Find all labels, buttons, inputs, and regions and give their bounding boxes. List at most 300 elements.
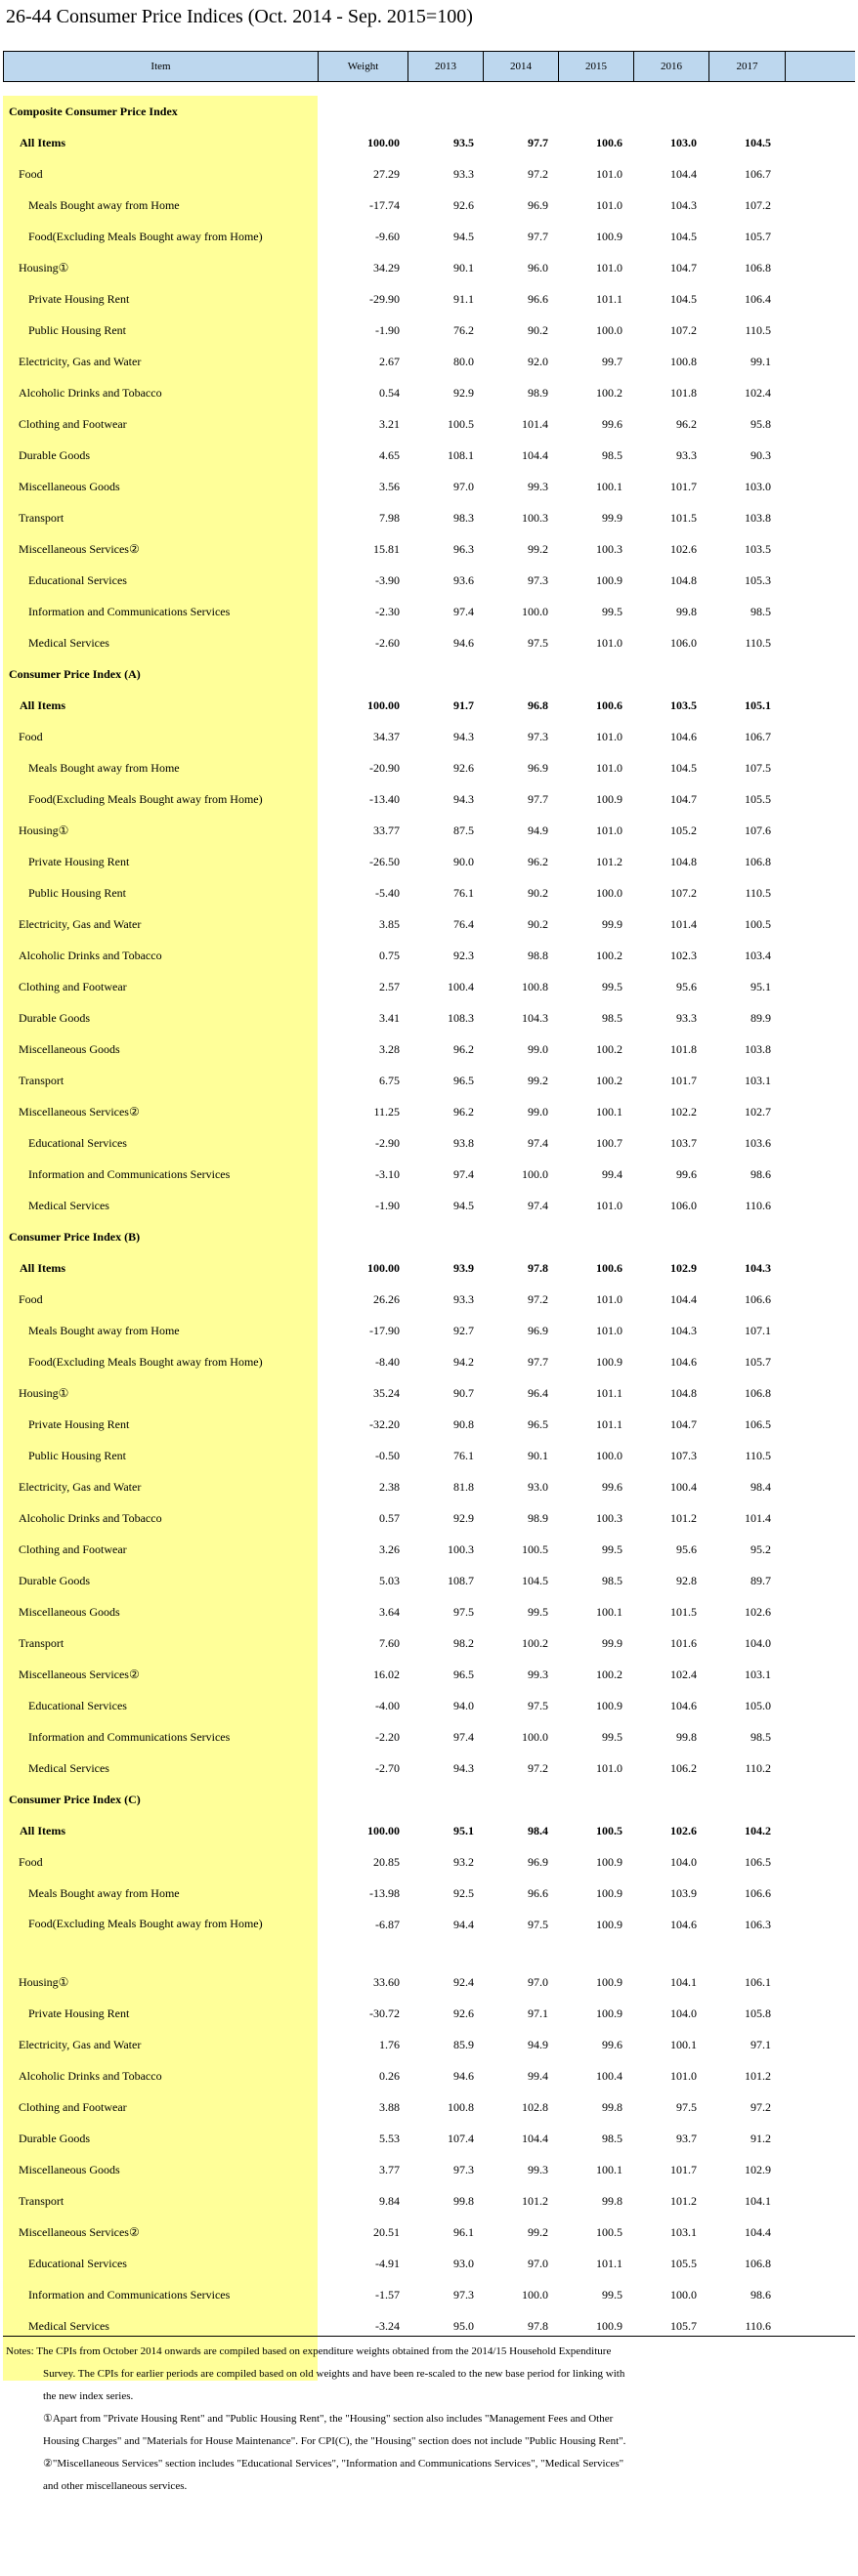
table-row xyxy=(3,315,855,346)
weight-cell: -1.90 xyxy=(375,323,400,337)
year-2017-cell: 106.8 xyxy=(745,855,771,868)
year-2017-cell: 104.0 xyxy=(745,1636,771,1650)
table-row xyxy=(3,502,855,533)
year-2013-cell: 91.1 xyxy=(453,292,474,306)
note-line: and other miscellaneous services. xyxy=(43,2480,188,2492)
year-2016-cell: 104.5 xyxy=(670,761,697,775)
item-label: All Items xyxy=(20,1824,65,1837)
item-label: Information and Communications Services xyxy=(28,2288,231,2302)
item-label: Meals Bought away from Home xyxy=(28,198,180,212)
item-label: Public Housing Rent xyxy=(28,1449,127,1462)
weight-cell: 7.98 xyxy=(379,511,400,525)
year-2016-cell: 102.2 xyxy=(670,1105,697,1119)
year-2015-cell: 99.8 xyxy=(602,2194,622,2208)
year-2013-cell: 93.0 xyxy=(453,2257,474,2270)
year-2013-cell: 98.3 xyxy=(453,511,474,525)
year-2017-cell: 98.6 xyxy=(751,2288,771,2302)
year-2016-cell: 101.0 xyxy=(670,2069,697,2083)
section-heading-row xyxy=(3,96,855,127)
year-2015-cell: 100.9 xyxy=(596,1855,622,1869)
weight-cell: -2.70 xyxy=(375,1761,400,1775)
table-row xyxy=(3,1690,855,1721)
table-row xyxy=(3,1627,855,1659)
year-2015-cell: 100.9 xyxy=(596,2319,622,2333)
weight-cell: 33.60 xyxy=(373,1975,400,1989)
note-line: ②"Miscellaneous Services" section includes "Educational Services", "Information and Communications Services", "Medical Services" xyxy=(43,2458,624,2470)
header-2017: 2017 xyxy=(709,52,786,81)
year-2015-cell: 100.9 xyxy=(596,573,622,587)
year-2014-cell: 97.4 xyxy=(528,1199,548,1212)
section-heading: Composite Consumer Price Index xyxy=(9,105,178,118)
year-2014-cell: 90.2 xyxy=(528,323,548,337)
year-2017-cell: 105.1 xyxy=(745,698,771,712)
year-2013-cell: 90.8 xyxy=(453,1417,474,1431)
year-2017-cell: 105.8 xyxy=(745,2006,771,2020)
year-2017-cell: 106.5 xyxy=(745,1855,771,1869)
year-2016-cell: 101.2 xyxy=(670,2194,697,2208)
item-label: All Items xyxy=(20,698,65,712)
year-2013-cell: 94.4 xyxy=(453,1918,474,1931)
year-2013-cell: 97.4 xyxy=(453,605,474,618)
year-2016-cell: 92.8 xyxy=(676,1574,697,1587)
item-label: Private Housing Rent xyxy=(28,1417,130,1431)
year-2015-cell: 100.9 xyxy=(596,1886,622,1900)
year-2015-cell: 98.5 xyxy=(602,1011,622,1025)
year-2015-cell: 101.1 xyxy=(596,1417,622,1431)
year-2015-cell: 100.7 xyxy=(596,1136,622,1150)
weight-cell: -32.20 xyxy=(369,1417,400,1431)
year-2015-cell: 99.5 xyxy=(602,1542,622,1556)
year-2015-cell: 100.9 xyxy=(596,1699,622,1712)
year-2013-cell: 92.9 xyxy=(453,1511,474,1525)
year-2016-cell: 102.6 xyxy=(670,542,697,556)
weight-cell: 7.60 xyxy=(379,1636,400,1650)
year-2013-cell: 95.0 xyxy=(453,2319,474,2333)
year-2015-cell: 100.9 xyxy=(596,2006,622,2020)
item-label: All Items xyxy=(20,1261,65,1275)
year-2015-cell: 100.9 xyxy=(596,792,622,806)
weight-cell: -3.90 xyxy=(375,573,400,587)
year-2013-cell: 94.0 xyxy=(453,1699,474,1712)
year-2015-cell: 100.9 xyxy=(596,1918,622,1931)
year-2015-cell: 99.6 xyxy=(602,1480,622,1494)
table-row xyxy=(3,1377,855,1409)
year-2014-cell: 99.3 xyxy=(528,2163,548,2176)
weight-cell: 0.54 xyxy=(379,386,400,400)
item-label: Public Housing Rent xyxy=(28,886,127,900)
year-2015-cell: 100.1 xyxy=(596,1605,622,1619)
year-2014-cell: 97.2 xyxy=(528,1761,548,1775)
year-2014-cell: 97.2 xyxy=(528,167,548,181)
year-2015-cell: 99.5 xyxy=(602,1730,622,1744)
year-2016-cell: 101.4 xyxy=(670,917,697,931)
year-2014-cell: 97.7 xyxy=(528,1355,548,1369)
table-row xyxy=(3,1127,855,1159)
item-label: Housing① xyxy=(19,1386,69,1400)
year-2017-cell: 104.2 xyxy=(745,1824,771,1837)
year-2017-cell: 89.7 xyxy=(751,1574,771,1587)
weight-cell: 100.00 xyxy=(367,1824,400,1837)
table-row xyxy=(3,440,855,471)
year-2014-cell: 98.9 xyxy=(528,386,548,400)
table-row xyxy=(3,1409,855,1440)
year-2014-cell: 96.5 xyxy=(528,1417,548,1431)
year-2015-cell: 100.0 xyxy=(596,1449,622,1462)
item-label: Food(Excluding Meals Bought away from Home) xyxy=(28,1917,263,1930)
year-2016-cell: 107.2 xyxy=(670,886,697,900)
year-2014-cell: 94.9 xyxy=(528,2038,548,2051)
year-2013-cell: 96.2 xyxy=(453,1105,474,1119)
year-2017-cell: 102.9 xyxy=(745,2163,771,2176)
item-label: Miscellaneous Goods xyxy=(19,2163,120,2176)
year-2015-cell: 99.9 xyxy=(602,511,622,525)
table-row xyxy=(3,1190,855,1221)
cpi-table xyxy=(3,51,855,2342)
year-2013-cell: 90.1 xyxy=(453,261,474,274)
year-2014-cell: 97.7 xyxy=(528,136,548,149)
year-2014-cell: 97.3 xyxy=(528,573,548,587)
year-2015-cell: 101.2 xyxy=(596,855,622,868)
year-2013-cell: 93.6 xyxy=(453,573,474,587)
year-2014-cell: 97.0 xyxy=(528,2257,548,2270)
year-2016-cell: 106.2 xyxy=(670,1761,697,1775)
weight-cell: 6.75 xyxy=(379,1074,400,1087)
year-2017-cell: 98.5 xyxy=(751,605,771,618)
year-2017-cell: 110.5 xyxy=(745,886,771,900)
year-2015-cell: 100.9 xyxy=(596,230,622,243)
year-2013-cell: 97.4 xyxy=(453,1730,474,1744)
year-2017-cell: 106.7 xyxy=(745,730,771,743)
weight-cell: -4.91 xyxy=(375,2257,400,2270)
year-2017-cell: 99.1 xyxy=(751,355,771,368)
item-label: Private Housing Rent xyxy=(28,292,130,306)
year-2017-cell: 90.3 xyxy=(751,448,771,462)
year-2014-cell: 90.2 xyxy=(528,917,548,931)
year-2017-cell: 106.6 xyxy=(745,1292,771,1306)
table-row xyxy=(3,158,855,190)
year-2017-cell: 102.7 xyxy=(745,1105,771,1119)
year-2014-cell: 104.4 xyxy=(522,448,548,462)
item-label: Miscellaneous Services② xyxy=(19,2225,140,2239)
year-2015-cell: 101.0 xyxy=(596,1199,622,1212)
year-2014-cell: 96.6 xyxy=(528,292,548,306)
weight-cell: 20.51 xyxy=(373,2225,400,2239)
weight-cell: -1.57 xyxy=(375,2288,400,2302)
year-2016-cell: 104.3 xyxy=(670,198,697,212)
year-2013-cell: 108.3 xyxy=(448,1011,474,1025)
item-label: Private Housing Rent xyxy=(28,855,130,868)
year-2015-cell: 100.5 xyxy=(596,2225,622,2239)
item-label: Alcoholic Drinks and Tobacco xyxy=(19,2069,162,2083)
year-2014-cell: 97.2 xyxy=(528,1292,548,1306)
year-2015-cell: 101.0 xyxy=(596,198,622,212)
year-2014-cell: 99.3 xyxy=(528,1668,548,1681)
year-2016-cell: 107.3 xyxy=(670,1449,697,1462)
item-label: Housing① xyxy=(19,1975,69,1989)
year-2017-cell: 110.5 xyxy=(745,1449,771,1462)
year-2016-cell: 101.7 xyxy=(670,480,697,493)
table-row xyxy=(3,846,855,877)
year-2016-cell: 104.6 xyxy=(670,1355,697,1369)
year-2017-cell: 105.3 xyxy=(745,573,771,587)
item-label: Electricity, Gas and Water xyxy=(19,917,142,931)
year-2017-cell: 105.7 xyxy=(745,1355,771,1369)
item-label: Public Housing Rent xyxy=(28,323,127,337)
item-label: Meals Bought away from Home xyxy=(28,1324,180,1337)
year-2015-cell: 101.1 xyxy=(596,2257,622,2270)
item-label: Information and Communications Services xyxy=(28,1730,231,1744)
weight-cell: 100.00 xyxy=(367,1261,400,1275)
year-2016-cell: 102.9 xyxy=(670,1261,697,1275)
weight-cell: -2.30 xyxy=(375,605,400,618)
year-2013-cell: 93.5 xyxy=(453,136,474,149)
year-2014-cell: 97.7 xyxy=(528,792,548,806)
year-2017-cell: 91.2 xyxy=(751,2132,771,2145)
year-2017-cell: 110.2 xyxy=(745,1761,771,1775)
year-2017-cell: 106.8 xyxy=(745,2257,771,2270)
year-2015-cell: 98.5 xyxy=(602,2132,622,2145)
notes xyxy=(6,2341,846,2498)
table-row xyxy=(3,1096,855,1127)
table-row xyxy=(3,2154,855,2185)
table-row xyxy=(3,190,855,221)
year-2017-cell: 89.9 xyxy=(751,1011,771,1025)
section-heading: Consumer Price Index (A) xyxy=(9,667,141,681)
year-2016-cell: 103.0 xyxy=(670,136,697,149)
table-row xyxy=(3,533,855,565)
year-2017-cell: 110.6 xyxy=(745,1199,771,1212)
table-row xyxy=(3,1034,855,1065)
year-2013-cell: 76.1 xyxy=(453,1449,474,1462)
year-2017-cell: 103.8 xyxy=(745,1042,771,1056)
year-2017-cell: 102.6 xyxy=(745,1605,771,1619)
year-2015-cell: 100.9 xyxy=(596,1355,622,1369)
year-2017-cell: 101.4 xyxy=(745,1511,771,1525)
year-2015-cell: 101.0 xyxy=(596,761,622,775)
year-2016-cell: 97.5 xyxy=(676,2100,697,2114)
table-row xyxy=(3,2248,855,2279)
weight-cell: 4.65 xyxy=(379,448,400,462)
year-2017-cell: 106.5 xyxy=(745,1417,771,1431)
table-row xyxy=(3,252,855,283)
year-2013-cell: 76.2 xyxy=(453,323,474,337)
year-2017-cell: 103.4 xyxy=(745,949,771,962)
year-2015-cell: 100.1 xyxy=(596,2163,622,2176)
weight-cell: -26.50 xyxy=(369,855,400,868)
year-2015-cell: 101.0 xyxy=(596,261,622,274)
year-2016-cell: 104.7 xyxy=(670,1417,697,1431)
header-2013: 2013 xyxy=(408,52,484,81)
weight-cell: 5.53 xyxy=(379,2132,400,2145)
table-row xyxy=(3,1565,855,1596)
year-2017-cell: 95.8 xyxy=(751,417,771,431)
year-2016-cell: 103.5 xyxy=(670,698,697,712)
year-2016-cell: 100.4 xyxy=(670,1480,697,1494)
year-2015-cell: 99.9 xyxy=(602,917,622,931)
year-2013-cell: 99.8 xyxy=(453,2194,474,2208)
year-2013-cell: 97.3 xyxy=(453,2288,474,2302)
weight-cell: -6.87 xyxy=(375,1918,400,1931)
weight-cell: -30.72 xyxy=(369,2006,400,2020)
note-line: the new index series. xyxy=(43,2390,134,2402)
year-2017-cell: 95.2 xyxy=(751,1542,771,1556)
year-2016-cell: 101.5 xyxy=(670,1605,697,1619)
item-label: Alcoholic Drinks and Tobacco xyxy=(19,1511,162,1525)
year-2014-cell: 100.5 xyxy=(522,1542,548,1556)
item-label: Food(Excluding Meals Bought away from Home) xyxy=(28,792,263,806)
section-heading-row xyxy=(3,1221,855,1252)
year-2014-cell: 96.6 xyxy=(528,1886,548,1900)
year-2014-cell: 100.0 xyxy=(522,1730,548,1744)
year-2014-cell: 97.8 xyxy=(528,1261,548,1275)
year-2016-cell: 103.7 xyxy=(670,1136,697,1150)
weight-cell: -2.90 xyxy=(375,1136,400,1150)
year-2017-cell: 104.5 xyxy=(745,136,771,149)
weight-cell: 100.00 xyxy=(367,136,400,149)
table-row xyxy=(3,1065,855,1096)
weight-cell: 34.37 xyxy=(373,730,400,743)
weight-cell: 27.29 xyxy=(373,167,400,181)
year-2016-cell: 99.8 xyxy=(676,1730,697,1744)
year-2015-cell: 100.1 xyxy=(596,1105,622,1119)
year-2015-cell: 99.9 xyxy=(602,1636,622,1650)
table-row xyxy=(3,596,855,627)
year-2016-cell: 95.6 xyxy=(676,1542,697,1556)
weight-cell: 3.56 xyxy=(379,480,400,493)
weight-cell: -20.90 xyxy=(369,761,400,775)
year-2013-cell: 93.9 xyxy=(453,1261,474,1275)
weight-cell: 11.25 xyxy=(373,1105,400,1119)
weight-cell: 16.02 xyxy=(373,1668,400,1681)
year-2016-cell: 103.1 xyxy=(670,2225,697,2239)
weight-cell: 34.29 xyxy=(373,261,400,274)
year-2016-cell: 104.4 xyxy=(670,167,697,181)
weight-cell: 1.76 xyxy=(379,2038,400,2051)
item-label: Transport xyxy=(19,2194,64,2208)
year-2015-cell: 101.0 xyxy=(596,823,622,837)
year-2014-cell: 97.5 xyxy=(528,636,548,650)
table-row xyxy=(3,283,855,315)
weight-cell: -17.74 xyxy=(369,198,400,212)
item-label: Miscellaneous Services② xyxy=(19,542,140,556)
year-2014-cell: 97.5 xyxy=(528,1918,548,1931)
year-2013-cell: 94.6 xyxy=(453,2069,474,2083)
table-row xyxy=(3,1721,855,1753)
year-2013-cell: 96.1 xyxy=(453,2225,474,2239)
year-2016-cell: 102.6 xyxy=(670,1824,697,1837)
weight-cell: 15.81 xyxy=(373,542,400,556)
year-2013-cell: 96.5 xyxy=(453,1074,474,1087)
weight-cell: 35.24 xyxy=(373,1386,400,1400)
item-label: Miscellaneous Services② xyxy=(19,1668,140,1681)
year-2017-cell: 103.0 xyxy=(745,480,771,493)
year-2013-cell: 76.1 xyxy=(453,886,474,900)
table-row xyxy=(3,627,855,658)
year-2013-cell: 92.5 xyxy=(453,1886,474,1900)
year-2015-cell: 100.2 xyxy=(596,1668,622,1681)
weight-cell: -0.50 xyxy=(375,1449,400,1462)
table-row xyxy=(3,721,855,752)
year-2016-cell: 104.8 xyxy=(670,855,697,868)
weight-cell: 0.75 xyxy=(379,949,400,962)
year-2013-cell: 94.3 xyxy=(453,730,474,743)
year-2013-cell: 97.5 xyxy=(453,1605,474,1619)
year-2017-cell: 104.4 xyxy=(745,2225,771,2239)
item-label: Medical Services xyxy=(28,2319,109,2333)
year-2017-cell: 106.4 xyxy=(745,292,771,306)
table-row xyxy=(3,1878,855,1909)
item-label: Educational Services xyxy=(28,573,127,587)
year-2014-cell: 90.2 xyxy=(528,886,548,900)
item-label: Clothing and Footwear xyxy=(19,2100,127,2114)
year-2014-cell: 99.5 xyxy=(528,1605,548,1619)
item-label: Educational Services xyxy=(28,1699,127,1712)
year-2015-cell: 99.4 xyxy=(602,1167,622,1181)
table-row xyxy=(3,940,855,971)
weight-cell: -17.90 xyxy=(369,1324,400,1337)
item-label: Food(Excluding Meals Bought away from Home) xyxy=(28,230,263,243)
table-row xyxy=(3,1534,855,1565)
year-2015-cell: 100.2 xyxy=(596,1042,622,1056)
item-label: Miscellaneous Goods xyxy=(19,1605,120,1619)
section-heading-row xyxy=(3,1784,855,1815)
year-2017-cell: 107.5 xyxy=(745,761,771,775)
note-line: ①Apart from "Private Housing Rent" and "Public Housing Rent", the "Housing" section also includes "Management Fees and Other xyxy=(43,2413,614,2425)
year-2016-cell: 104.4 xyxy=(670,1292,697,1306)
year-2017-cell: 104.3 xyxy=(745,1261,771,1275)
year-2016-cell: 107.2 xyxy=(670,323,697,337)
weight-cell: 3.21 xyxy=(379,417,400,431)
item-label: Medical Services xyxy=(28,636,109,650)
year-2014-cell: 99.2 xyxy=(528,2225,548,2239)
year-2013-cell: 97.4 xyxy=(453,1167,474,1181)
year-2016-cell: 100.8 xyxy=(670,355,697,368)
year-2015-cell: 99.5 xyxy=(602,2288,622,2302)
year-2015-cell: 100.2 xyxy=(596,386,622,400)
table-bottom-rule xyxy=(3,2336,855,2337)
year-2014-cell: 102.8 xyxy=(522,2100,548,2114)
year-2013-cell: 94.3 xyxy=(453,1761,474,1775)
year-2015-cell: 100.3 xyxy=(596,542,622,556)
year-2015-cell: 101.0 xyxy=(596,636,622,650)
item-label: Electricity, Gas and Water xyxy=(19,355,142,368)
year-2016-cell: 103.9 xyxy=(670,1886,697,1900)
item-label: Miscellaneous Goods xyxy=(19,1042,120,1056)
year-2014-cell: 96.2 xyxy=(528,855,548,868)
year-2017-cell: 103.6 xyxy=(745,1136,771,1150)
item-label: Durable Goods xyxy=(19,1574,90,1587)
table-row xyxy=(3,1002,855,1034)
year-2016-cell: 102.4 xyxy=(670,1668,697,1681)
year-2017-cell: 107.1 xyxy=(745,1324,771,1337)
weight-cell: 0.57 xyxy=(379,1511,400,1525)
year-2016-cell: 100.0 xyxy=(670,2288,697,2302)
year-2014-cell: 99.2 xyxy=(528,542,548,556)
year-2015-cell: 99.5 xyxy=(602,605,622,618)
table-header xyxy=(3,51,855,82)
item-label: Private Housing Rent xyxy=(28,2006,130,2020)
weight-cell: 2.57 xyxy=(379,980,400,993)
year-2015-cell: 100.0 xyxy=(596,323,622,337)
item-label: Food xyxy=(19,1855,43,1869)
year-2017-cell: 105.7 xyxy=(745,230,771,243)
year-2013-cell: 107.4 xyxy=(448,2132,474,2145)
year-2014-cell: 99.0 xyxy=(528,1105,548,1119)
year-2013-cell: 97.0 xyxy=(453,480,474,493)
weight-cell: -13.40 xyxy=(369,792,400,806)
table-row xyxy=(3,127,855,158)
year-2016-cell: 104.6 xyxy=(670,730,697,743)
